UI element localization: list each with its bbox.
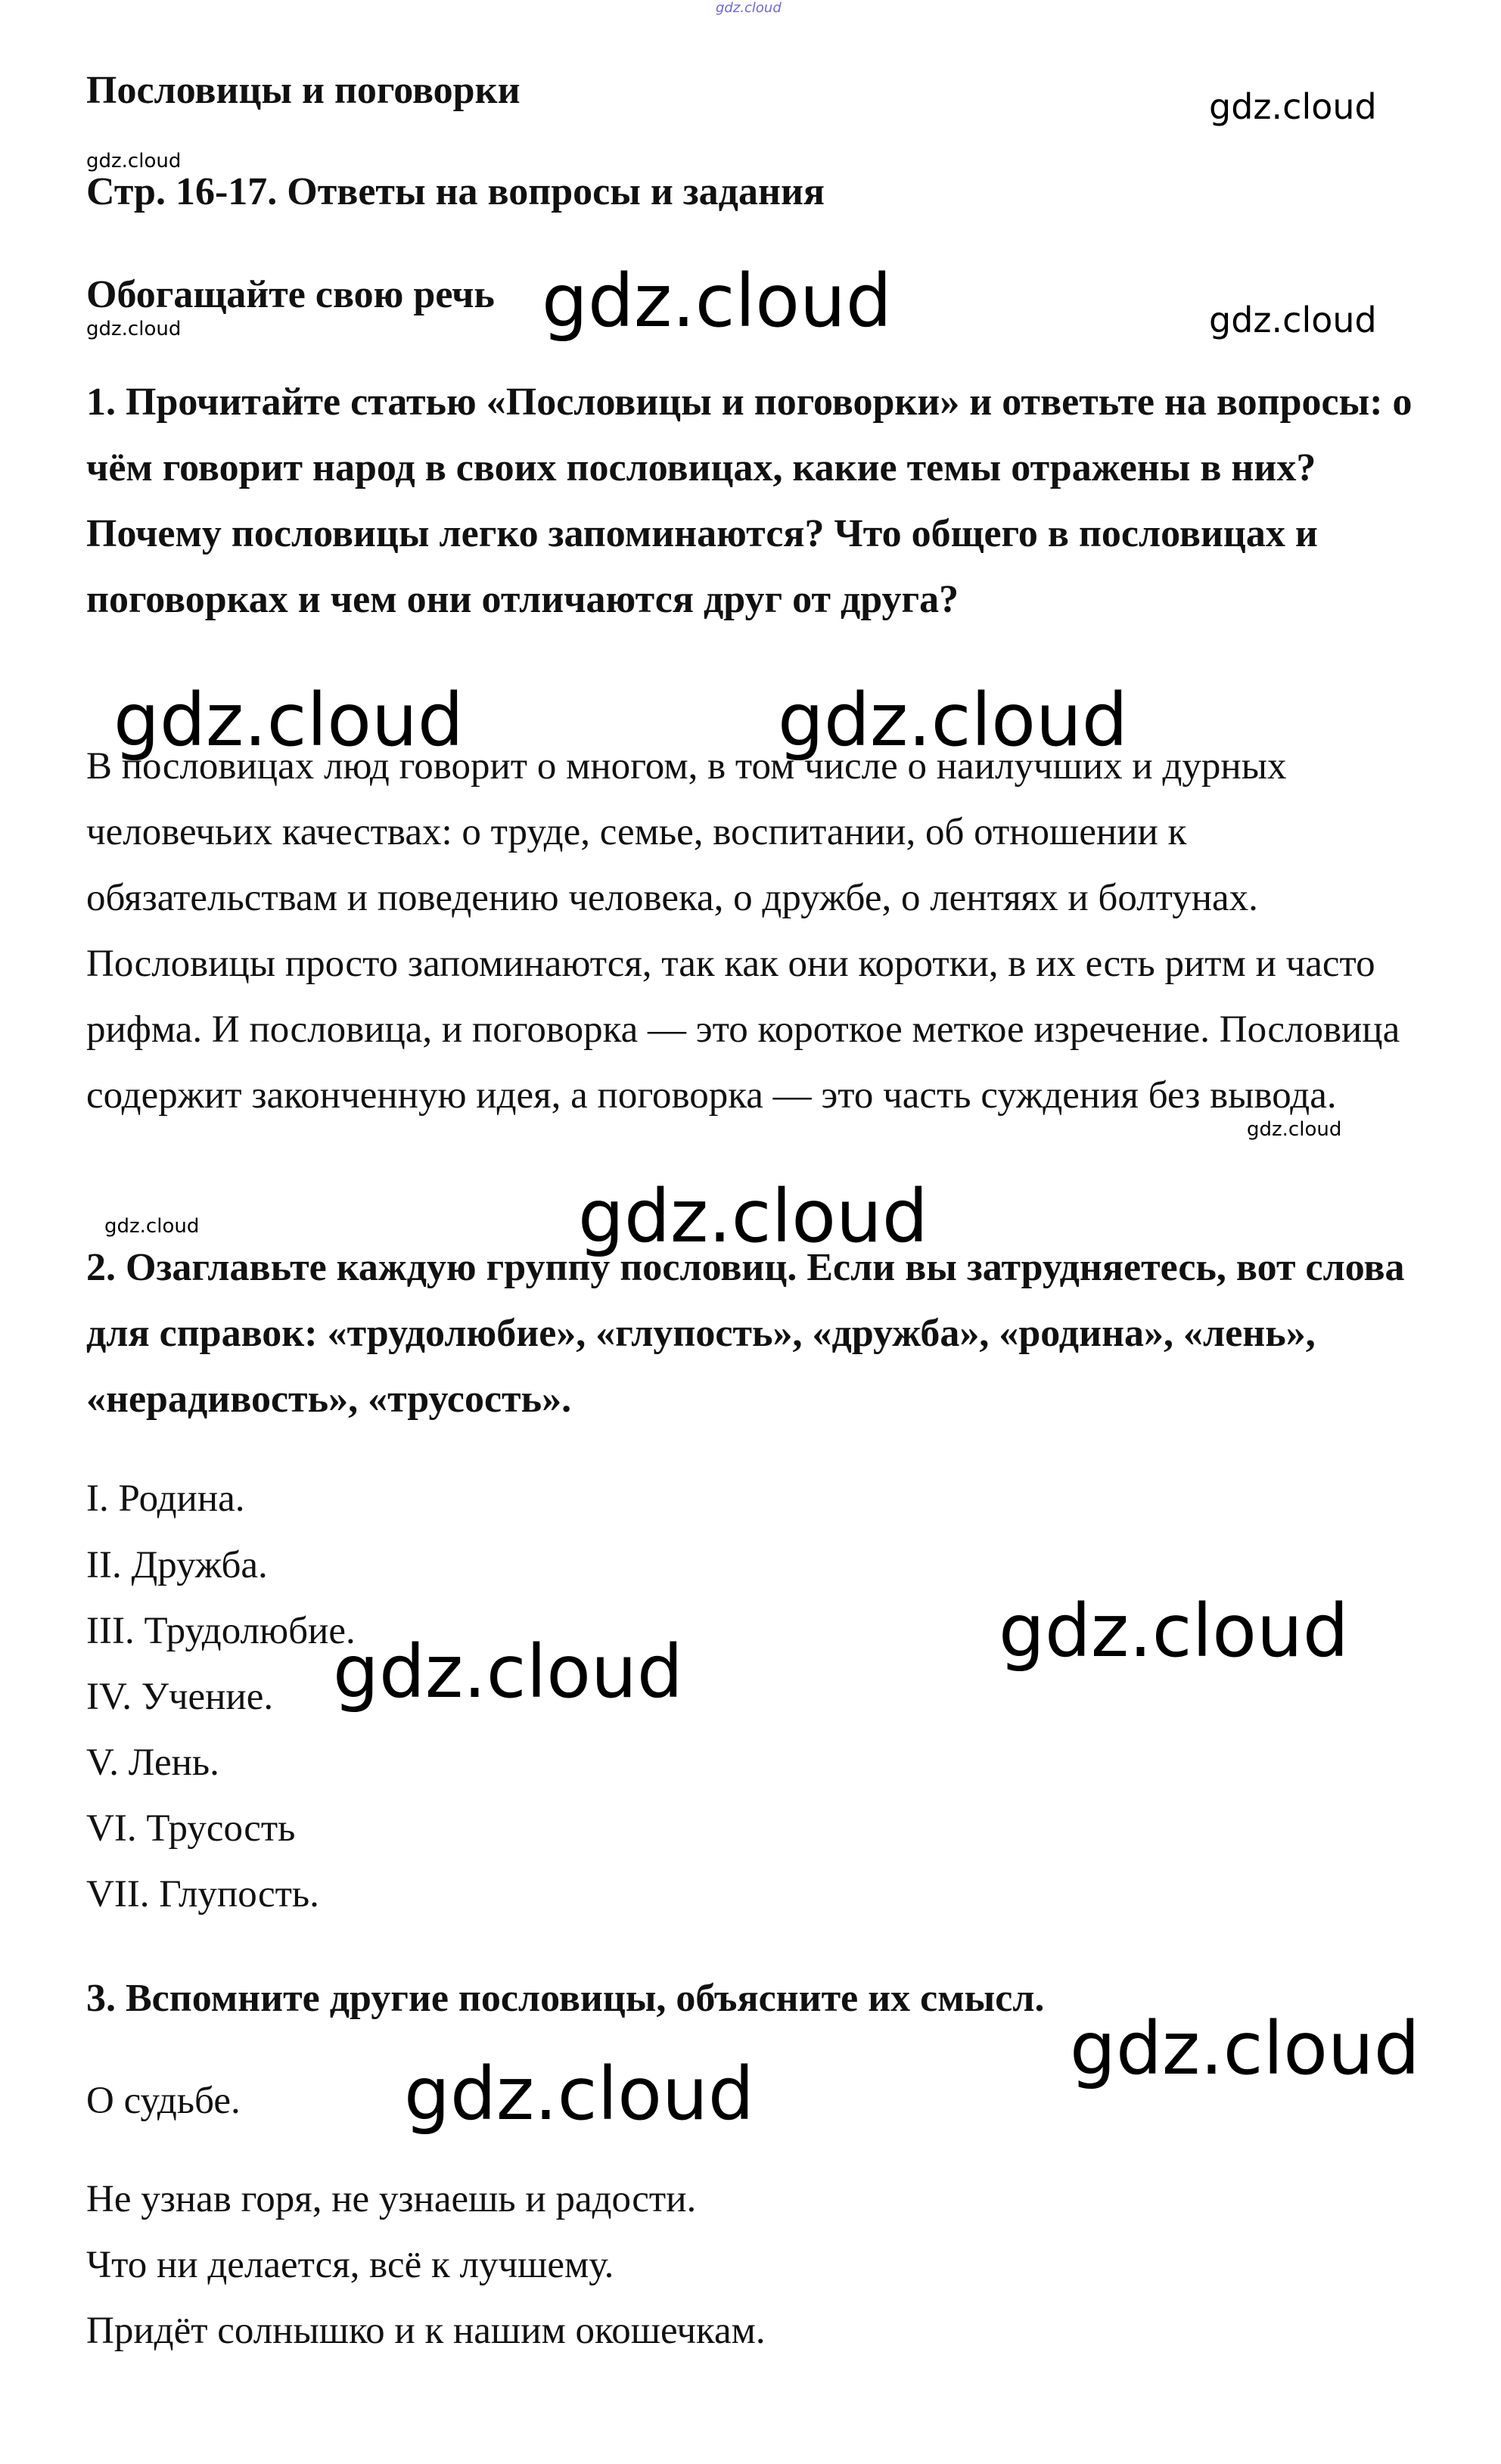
question-3: 3. Вспомните другие пословицы, объясните их смысл. [86,1977,1045,2020]
page-subtitle: Стр. 16-17. Ответы на вопросы и задания [86,170,825,213]
answer-2-item: VII. Глупость. [86,1873,319,1916]
watermark: gdz.cloud [86,150,182,172]
answer-2-item: III. Трудолюбие. [86,1610,356,1652]
topic-label: О судьбе. [86,2080,241,2122]
proverb-line: Что ни делается, всё к лучшему. [86,2244,614,2286]
question-1: 1. Прочитайте статью «Пословицы и поговорки» и ответьте на вопросы: о чём говорит народ в своих пословицах, какие темы отражены в них? Почему пословицы легко запоминаются? Что общего в пословицах и поговорках и чем они отличаются друг от друга? [86,381,1412,621]
answer-2-item: IV. Учение. [86,1676,274,1718]
watermark: gdz.cloud [1247,1118,1342,1141]
section-title: Обогащайте свою речь [86,273,495,316]
watermark: gdz.cloud [778,678,1128,763]
proverb-line: Не узнав горя, не узнаешь и радости. [86,2178,697,2220]
page-title: Пословицы и поговорки [86,69,521,112]
watermark: gdz.cloud [104,1215,200,1238]
watermark: gdz.cloud [113,678,464,763]
watermark: gdz.cloud [1070,2006,1420,2091]
watermark: gdz.cloud [86,318,182,340]
proverb-line: Придёт солнышко и к нашим окошечкам. [86,2310,766,2352]
answer-2-item: V. Лень. [86,1742,219,1784]
question-2: 2. Озаглавьте каждую группу пословиц. Если вы затрудняетесь, вот слова для справок: «трудолюбие», «глупость», «дружба», «родина», «лень», «нерадивость», «трусость». [86,1246,1405,1421]
watermark: gdz.cloud [1209,86,1377,127]
watermark: gdz.cloud [1209,300,1377,340]
watermark: gdz.cloud [999,1589,1349,1673]
watermark: gdz.cloud [578,1174,928,1259]
answer-2-item: I. Родина. [86,1477,245,1520]
watermark: gdz.cloud [542,259,892,343]
watermark: gdz.cloud [333,1630,683,1714]
answer-2-item: VI. Трусость [86,1807,296,1850]
answer-2-item: II. Дружба. [86,1544,268,1586]
watermark-top: gdz.cloud [716,0,782,16]
answer-1: В пословицах люд говорит о многом, в том числе о наилучших и дурных человечьих качествах: о труде, семье, воспитании, об отношении к обязательствам и поведению человека, о дружбе, о лентяях и болтунах. Пословицы просто запоминаются, так как они коротки, в их есть ритм и часто рифма. И пословица, и поговорка — это короткое меткое изречение. Пословица содержит законченную идея, а поговорка — это часть суждения без вывода. [86,745,1400,1117]
watermark: gdz.cloud [404,2052,754,2136]
